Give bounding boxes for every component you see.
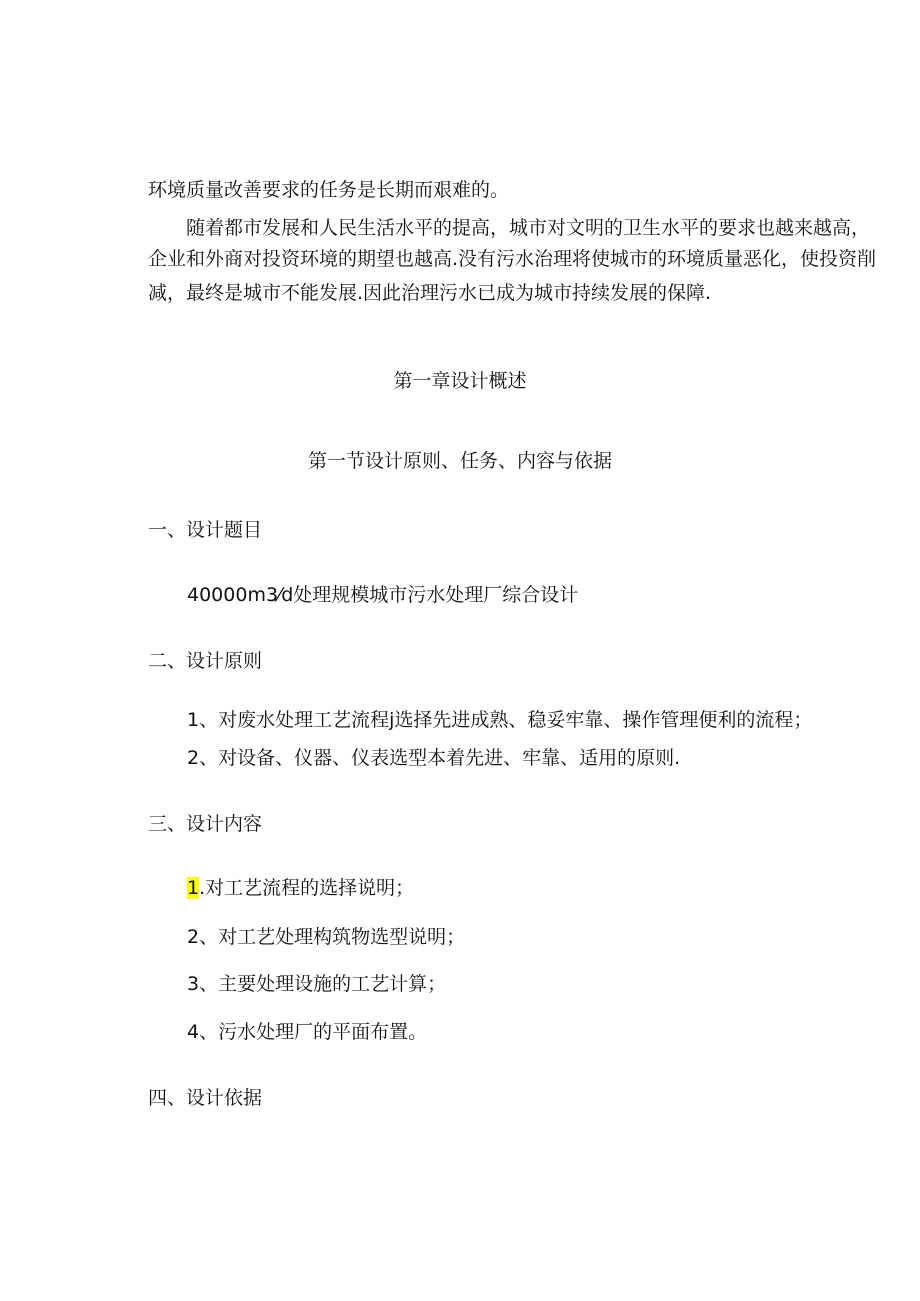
intro-line-2: 随着都市发展和人民生活水平的提高，城市对文明的卫生水平的要求也越来越高，: [186, 217, 871, 239]
topic-text: 40000m3⁄d处理规模城市污水处理厂综合设计: [187, 584, 579, 606]
content-item-1-number: 1: [187, 877, 200, 899]
intro-line-4: 减，最终是城市不能发展.因此治理污水已成为城市持续发展的保障.: [148, 282, 712, 304]
content-item-1-text: .对工艺流程的选择说明；: [199, 877, 415, 899]
section-title: 第一节设计原则、任务、内容与依据: [307, 450, 612, 472]
chapter-title: 第一章设计概述: [393, 370, 527, 392]
topic-heading: 一、设计题目: [148, 519, 263, 541]
content-heading: 三、设计内容: [148, 813, 263, 835]
principle-item-2: 2、对设备、仪器、仪表选型本着先进、牢靠、适用的原则.: [187, 747, 681, 769]
intro-line-3: 企业和外商对投资环境的期望也越高.没有污水治理将使城市的环境质量恶化，使投资削: [148, 248, 877, 270]
content-item-4: 4、污水处理厂的平面布置。: [187, 1021, 428, 1043]
principle-item-1: 1、对废水处理工艺流程j选择先进成熟、稳妥牢靠、操作管理便利的流程；: [187, 709, 813, 731]
principles-heading: 二、设计原则: [148, 650, 263, 672]
intro-line-1: 环境质量改善要求的任务是长期而艰难的。: [148, 179, 510, 201]
content-item-2: 2、对工艺处理构筑物选型说明；: [187, 926, 466, 948]
content-item-3: 3、主要处理设施的工艺计算；: [187, 973, 447, 995]
content-item-1: [187, 875, 414, 901]
basis-heading: 四、设计依据: [148, 1087, 263, 1109]
